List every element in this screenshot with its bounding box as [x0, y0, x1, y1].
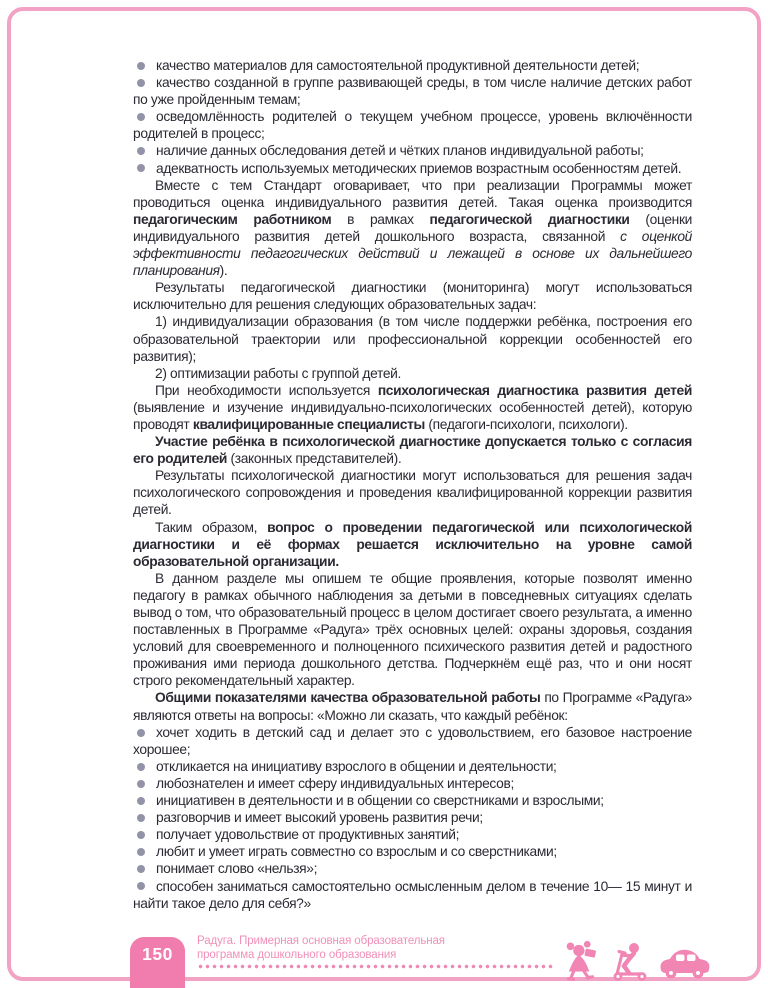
italic-text: с оценкой эффективности педагогических действий и лежащей в основе их дальнейшего планирования: [133, 228, 692, 279]
scooter-child-icon: [608, 942, 654, 982]
bold-text: педагогическим работником: [133, 211, 332, 227]
bullet-dot-icon: [137, 62, 145, 70]
bullet-dot-icon: [137, 113, 145, 121]
paragraph: [133, 279, 692, 313]
bold-text: вопрос о проведении педагогической или психологической диагностики и её формах решается исключительно на уровне самой образовательной организации.: [133, 519, 692, 569]
list-item: получает удовольствие от продуктивных занятий;: [133, 826, 692, 843]
bullet-dot-icon: [137, 79, 145, 87]
list-item: любит и умеет играть совместно со взрослым и со сверстниками;: [133, 843, 692, 860]
bold-text: Участие ребёнка в психологической диагностике допускается только с согласия его родителей: [133, 434, 692, 467]
footer-decorative-icons: [558, 938, 718, 983]
bold-text: Общими показателями качества образовательной работы: [155, 690, 541, 706]
body-text: Таким образом,: [155, 519, 268, 535]
bullet-dot-icon: [137, 780, 145, 788]
body-text: в рамках: [331, 211, 430, 227]
fairy-child-icon: [560, 940, 604, 982]
body-text: (педагоги-психологи, психологи).: [424, 416, 628, 432]
paragraph: [133, 177, 692, 280]
body-text: (выявление и изучение индивидуально-психологических особенностей детей), которую проводят: [133, 399, 692, 432]
page-number: 150: [142, 944, 173, 964]
list-item: разговорчив и имеет высокий уровень развития речи;: [133, 809, 692, 826]
series-title-line1: Радуга. Примерная основная образовательная: [197, 935, 445, 947]
footer-dotted-line: [197, 964, 555, 969]
bullet-dot-icon: [137, 831, 145, 839]
list-item: качество созданной в группе развивающей среды, в том числе наличие детских работ по уже пройденным темам;: [133, 75, 692, 108]
body-text: В данном разделе мы опишем те общие проявления, которые позволят именно педагогу в рамках обычного наблюдения за детьми в повседневных ситуациях сделать вывод о том, что образовательный процесс в целом достигает своего результата, а именно поставленных в Программе «Радуга» трёх основных целей: охраны здоровья, создания условий для своевременного и полноценного психического развития детей и радостного проживания ими периода дошкольного детства. Подчеркнём ещё раз, что и они носят строго рекомендательный характер.: [133, 570, 692, 689]
bold-text: педагогической диагностики: [429, 211, 630, 227]
paragraph: [133, 433, 692, 467]
bullet-dot-icon: [137, 147, 145, 155]
toy-car-icon: [655, 946, 715, 980]
paragraph: [133, 689, 692, 723]
body-text: ).: [219, 263, 228, 279]
bold-text: квалифицированные специалисты: [192, 416, 425, 432]
bullet-dot-icon: [137, 797, 145, 805]
bullet-dot-icon: [137, 865, 145, 873]
body-text: 2) оптимизации работы с группой детей.: [155, 365, 401, 381]
bullet-dot-icon: [137, 729, 145, 737]
list-item: способен заниматься самостоятельно осмысленным делом в течение 10— 15 минут и найти такое дело для себя?»: [133, 878, 692, 911]
list-item: осведомлённость родителей о текущем учебном процессе, уровень включённости родителей в процесс;: [133, 109, 692, 142]
body-blocks: [133, 57, 692, 912]
body-text: Результаты психологической диагностики могут использоваться для решения задач психологического сопровождения и проведения квалифицированной коррекции развития детей.: [133, 468, 692, 518]
series-title-line2: программа дошкольного образования: [197, 948, 397, 961]
body-text: При необходимости используется: [155, 382, 378, 398]
paragraph: [133, 313, 692, 364]
paragraph: [133, 519, 692, 570]
bold-text: психологическая диагностика развития детей: [377, 382, 692, 398]
page-number-tab: [130, 937, 185, 988]
body-text: Вместе с тем Стандарт оговаривает, что при реализации Программы может проводиться оценка индивидуального развития детей. Такая оценка производится: [133, 177, 692, 210]
body-text: 1) индивидуализации образования (в том числе поддержки ребёнка, построения его образовательной траектории или профессиональной коррекции особенностей его развития);: [133, 314, 692, 364]
paragraph: [133, 365, 692, 382]
body-text: (законных представителей).: [227, 451, 402, 467]
list-item: качество материалов для самостоятельной продуктивной деятельности детей;: [133, 57, 692, 74]
list-item: хочет ходить в детский сад и делает это с удовольствием, его базовое настроение хорошее;: [133, 724, 692, 757]
page-content: [133, 57, 692, 912]
bullet-dot-icon: [137, 814, 145, 822]
paragraph: [133, 382, 692, 433]
list-item: инициативен в деятельности и в общении со сверстниками и взрослыми;: [133, 792, 692, 809]
list-item: любознателен и имеет сферу индивидуальных интересов;: [133, 775, 692, 792]
body-text: Результаты педагогической диагностики (мониторинга) могут использоваться исключительно для решения следующих образовательных задач:: [133, 280, 692, 313]
list-item: понимает слово «нельзя»;: [133, 860, 692, 877]
bullet-dot-icon: [137, 763, 145, 771]
body-text: по Программе «Радуга» являются ответы на вопросы: «Можно ли сказать, что каждый ребёнок:: [133, 690, 692, 723]
paragraph: [133, 570, 692, 690]
paragraph: [133, 467, 692, 518]
body-text: (оценки индивидуального развития детей дошкольного возраста, связанной: [133, 211, 692, 244]
bullet-dot-icon: [137, 164, 145, 172]
list-item: откликается на инициативу взрослого в общении и деятельности;: [133, 758, 692, 775]
bullet-dot-icon: [137, 882, 145, 890]
bullet-dot-icon: [137, 848, 145, 856]
list-item: наличие данных обследования детей и чётких планов индивидуальной работы;: [133, 142, 692, 159]
list-item: адекватность используемых методических приемов возрастным особенностям детей.: [133, 160, 692, 177]
series-title: [197, 935, 445, 962]
